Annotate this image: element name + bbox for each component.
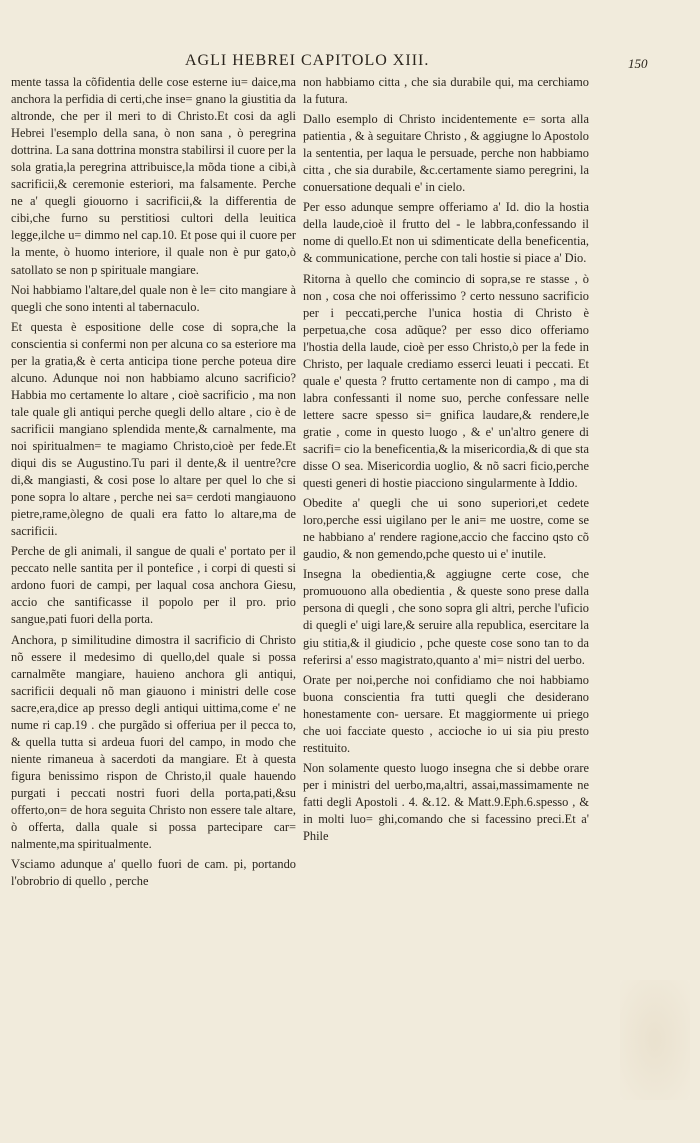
- paragraph: Dallo esemplo di Christo incidentemente e= sorta alla patientia , & à seguitare Christo , & aggiugne lo Apostolo la sententia, per laqua le persuade, perche non habbiamo citta , che sia durabile, &c.certamente siamo peregrini, la conuersatione dequali e' in cielo.: [303, 112, 589, 195]
- folio-number: 150: [628, 56, 648, 71]
- paper-stain: [620, 980, 690, 1100]
- paragraph: Noi habbiamo l'altare,del quale non è le= cito mangiare à quegli che sono intenti al tabernaculo.: [11, 282, 296, 314]
- paragraph: Obedite a' quegli che ui sono superiori,et cedete loro,perche essi uigilano per le ani= me uostre, come se ne habbiano a' rendere ragione,accio che faccino qsto cõ gaudio, & non gemendo,pche questo ui e' inutile.: [303, 496, 589, 562]
- right-column: [303, 74, 589, 848]
- paragraph: Et questa è espositione delle cose di sopra,che la conscientia si confermi non per alcuna co sa esteriore ma per la gratia,& è certa anticipa tione perche poteua dire alcuno. Adunque noi non habbiamo alcuno sacrificio?Habbia mo certamente lo altare , cioè sacrificio , ma non tale quale gli antiqui perche quegli dello altare , cio è de sacrificii mangiano splendida mente,& carnalmente, ma noi spiritualmen= te magiamo Christo,cioè per fede.Et diqui dis se Augustino.Tu pari il dente,& il uentre?cre di,& mangiasti, & cosi pose lo altare per quel lo che si pone sopra lo altare , perche nei sa= cerdoti mangiauono pietre,rame,òlegno de quali era fatto lo altare,ma de sacrificii.: [11, 319, 296, 539]
- paragraph: Ritorna à quello che comincio di sopra,se re stasse , ò non , cosa che noi offerissimo ? certo nessuno sacrificio per i peccati,perche l'unica hostia di Christo è perpetua,che cosa adũque? per esso dico offeriamo l'hostia della laude, cioè per esso Christo,ò per la fede in Christo, per laquale crediamo esserci leuati i peccati. Et quale e' questa ? frutto certamente non di campo , ma di labra confessanti il nome suo, perche confessare nelle lettere sacre spesso si= gnifica laudare,& rendere,le gratie , come in questo luogo , & e' un'altro genere di sacrifi= cio la beneficentia,& la misericordia,& di que sta disse O sea. Misericordia uoglio, & nõ sacri ficio,perche questi generi di hostie piacciono singularmente à Iddio.: [303, 271, 589, 491]
- paragraph: Insegna la obedientia,& aggiugne certe cose, che promuouono alla obedientia , & queste sono prese dalla persona di quegli , che sono sopra gli altri, perche l'uficio di quegli e' uigi lare,& seruire alla republica, esercitare la giu stitia,& il giudicio , pche queste cose sono tan to da referirsi a' esso magistrato,quanto a' mi= nistri del uerbo.: [303, 567, 589, 667]
- paragraph: mente tassa la cõfidentia delle cose esterne iu= daice,ma anchora la perfidia di certi,che inse= gnano la giustitia da altronde, che per il meri to di Christo.Et cosi da agli Hebrei l'esemplo della sana, ò non sana , ò peregrina dottrina. La sana dottrina monstra stabilirsi il cuore per la sola gratia,la peregrina attribuisce,la mõda tione a cibi,à sacrificii,& ceremonie esteriori, ma falsamente. Perche ne a' quegli giouorno i sacrificii,& la differentia de cibi,che furno su perstitiosi cultori della leuitica legge,ilche u= dimmo nel cap.10. Et pose qui il cuore per la mente, ò huomo interiore, il quale non è pur gato,ò satollato se non p spirituale mangiare.: [11, 75, 296, 277]
- page-header: [0, 34, 700, 74]
- left-column: [11, 74, 296, 893]
- paragraph: non habbiamo citta , che sia durabile qui, ma cerchiamo la futura.: [303, 75, 589, 107]
- running-title: AGLI HEBREI CAPITOLO XIII.: [185, 52, 430, 69]
- paragraph: Non solamente questo luogo insegna che si debbe orare per i ministri del uerbo,ma,altri, assai,massimamente ne fatti degli Apostoli . 4. &.12. & Matt.9.Eph.6.spesso , & in molti luo= ghi,comando che si facessino preci.Et a' Phile: [303, 760, 589, 844]
- paragraph: Anchora, p similitudine dimostra il sacrificio di Christo nõ essere il medesimo di quello,del quale si possa carnalmẽte mangiare, hauieno anchora gli antiqui, sacrificii dequali nõ man giauono i ministri delle cose sacre,era,dice ap presso degli antiqui uittima,come e' ne nume ri cap.19 . che purgãdo si offeriua per il pecca to, & quella tutta si ardeua fuori del campo, in modo che niente rimaneua à sacerdoti da mangiare. Et à questa figura benissimo rispon de Christo,il quale hauendo purgati i peccati nostri fuori della porta,pati,&su offerto,on= de hora seguita Christo non essere tale altare, ò offerta, dalla quale si possa partecipare car= nalmente,ma spiritualmente.: [11, 632, 296, 852]
- paragraph: Perche de gli animali, il sangue de quali e' portato per il peccato nelle santita per il pontefice , i corpi di questi si ardono fuori de campi, per laqual cosa anchora Giesu, accio che santificasse il popolo per il pro. prio sangue,pati fuori della porta.: [11, 544, 296, 627]
- paragraph: Orate per noi,perche noi confidiamo che noi habbiamo buona conscientia fra tutti quegli che desiderano honestamente con- uersare. Et maggiormente ui priego che uoi facciate questo , accioche io ui sia piu presto restituito.: [303, 672, 589, 755]
- paragraph: Vsciamo adunque a' quello fuori de cam. pi, portando l'obrobrio di quello , perche: [11, 857, 296, 889]
- paragraph: Per esso adunque sempre offeriamo a' Id. dio la hostia della laude,cioè il frutto del - le labbra,confessando il nome di quello.Et non ui sdimenticate della beneficentia, & communicatione, perche con tali hostie si piace a' Dio.: [303, 200, 589, 266]
